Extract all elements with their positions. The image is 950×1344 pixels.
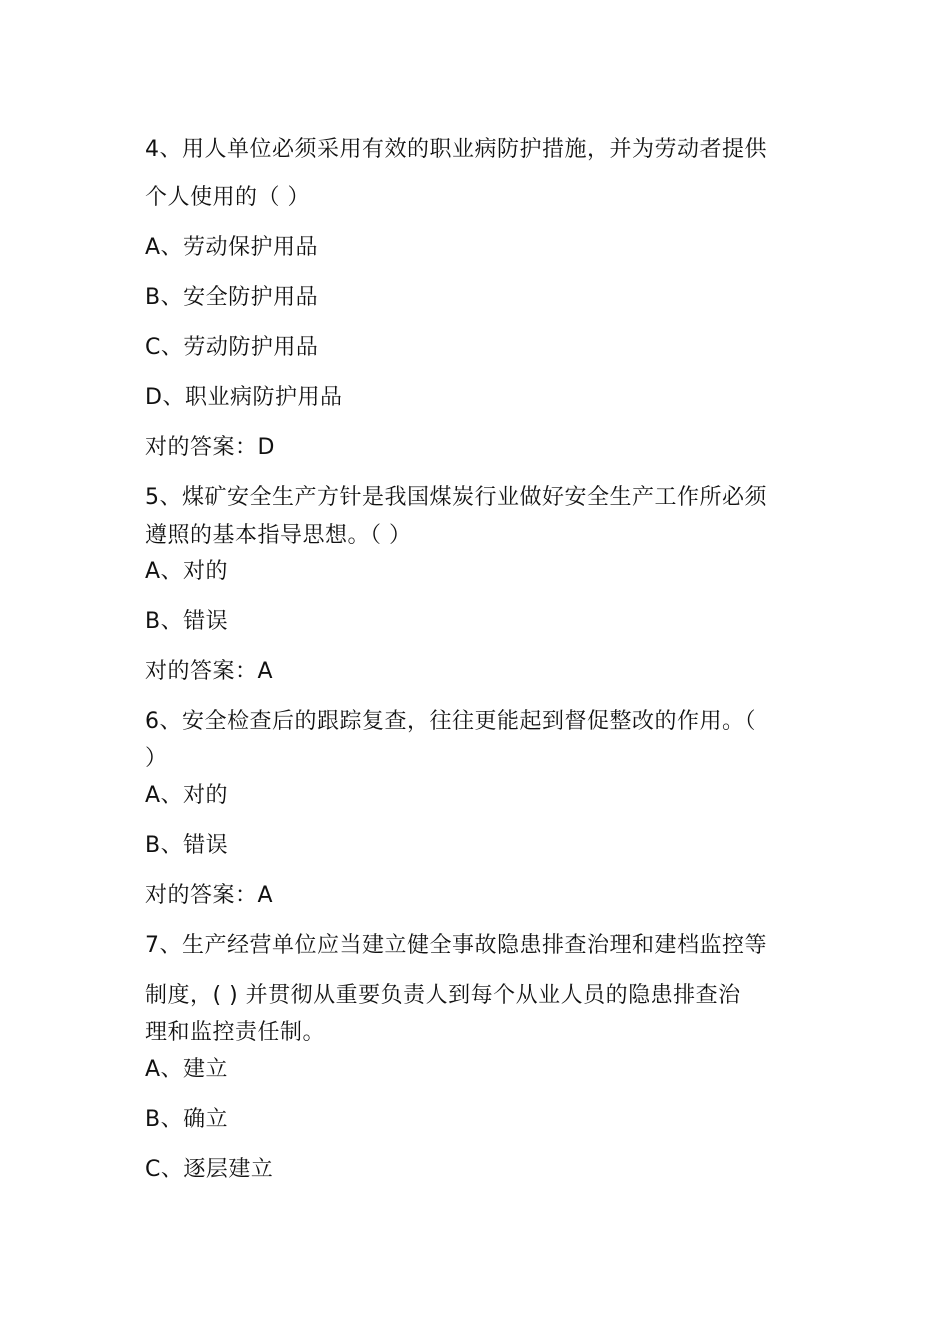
- question-5-answer: 对的答案：A: [145, 659, 274, 684]
- question-5-option-a: A、对的: [145, 559, 229, 584]
- question-7-option-c: C、逐层建立: [145, 1157, 274, 1182]
- question-7-stem-line-1: 7、生产经营单位应当建立健全事故隐患排查治理和建档监控等: [145, 933, 767, 958]
- question-7-option-a: A、建立: [145, 1057, 229, 1082]
- question-4-answer: 对的答案：D: [145, 435, 275, 460]
- question-5-stem-line-2: 遵照的基本指导思想。（ ）: [145, 523, 412, 548]
- question-6-option-a: A、对的: [145, 783, 229, 808]
- question-4-option-a: A、劳动保护用品: [145, 235, 319, 260]
- question-4-option-b: B、安全防护用品: [145, 285, 319, 310]
- question-6-option-b: B、错误: [145, 833, 229, 858]
- question-6-answer: 对的答案：A: [145, 883, 274, 908]
- question-6-stem-line-2: ）: [145, 746, 168, 771]
- question-4-option-c: C、劳动防护用品: [145, 335, 319, 360]
- question-5-stem-line-1: 5、煤矿安全生产方针是我国煤炭行业做好安全生产工作所必须: [145, 485, 767, 510]
- question-4-stem-line-1: 4、用人单位必须采用有效的职业病防护措施，并为劳动者提供: [145, 137, 767, 162]
- question-6-stem-line-1: 6、安全检查后的跟踪复查，往往更能起到督促整改的作用。（: [145, 709, 756, 734]
- question-7-option-b: B、确立: [145, 1107, 229, 1132]
- question-7-stem-line-3: 理和监控责任制。: [145, 1020, 326, 1045]
- question-5-option-b: B、错误: [145, 609, 229, 634]
- question-4-option-d: D、职业病防护用品: [145, 385, 343, 410]
- question-4-stem-line-2: 个人使用的（ ）: [145, 185, 310, 210]
- question-7-stem-line-2: 制度，( ) 并贯彻从重要负责人到每个从业人员的隐患排查治: [145, 983, 741, 1008]
